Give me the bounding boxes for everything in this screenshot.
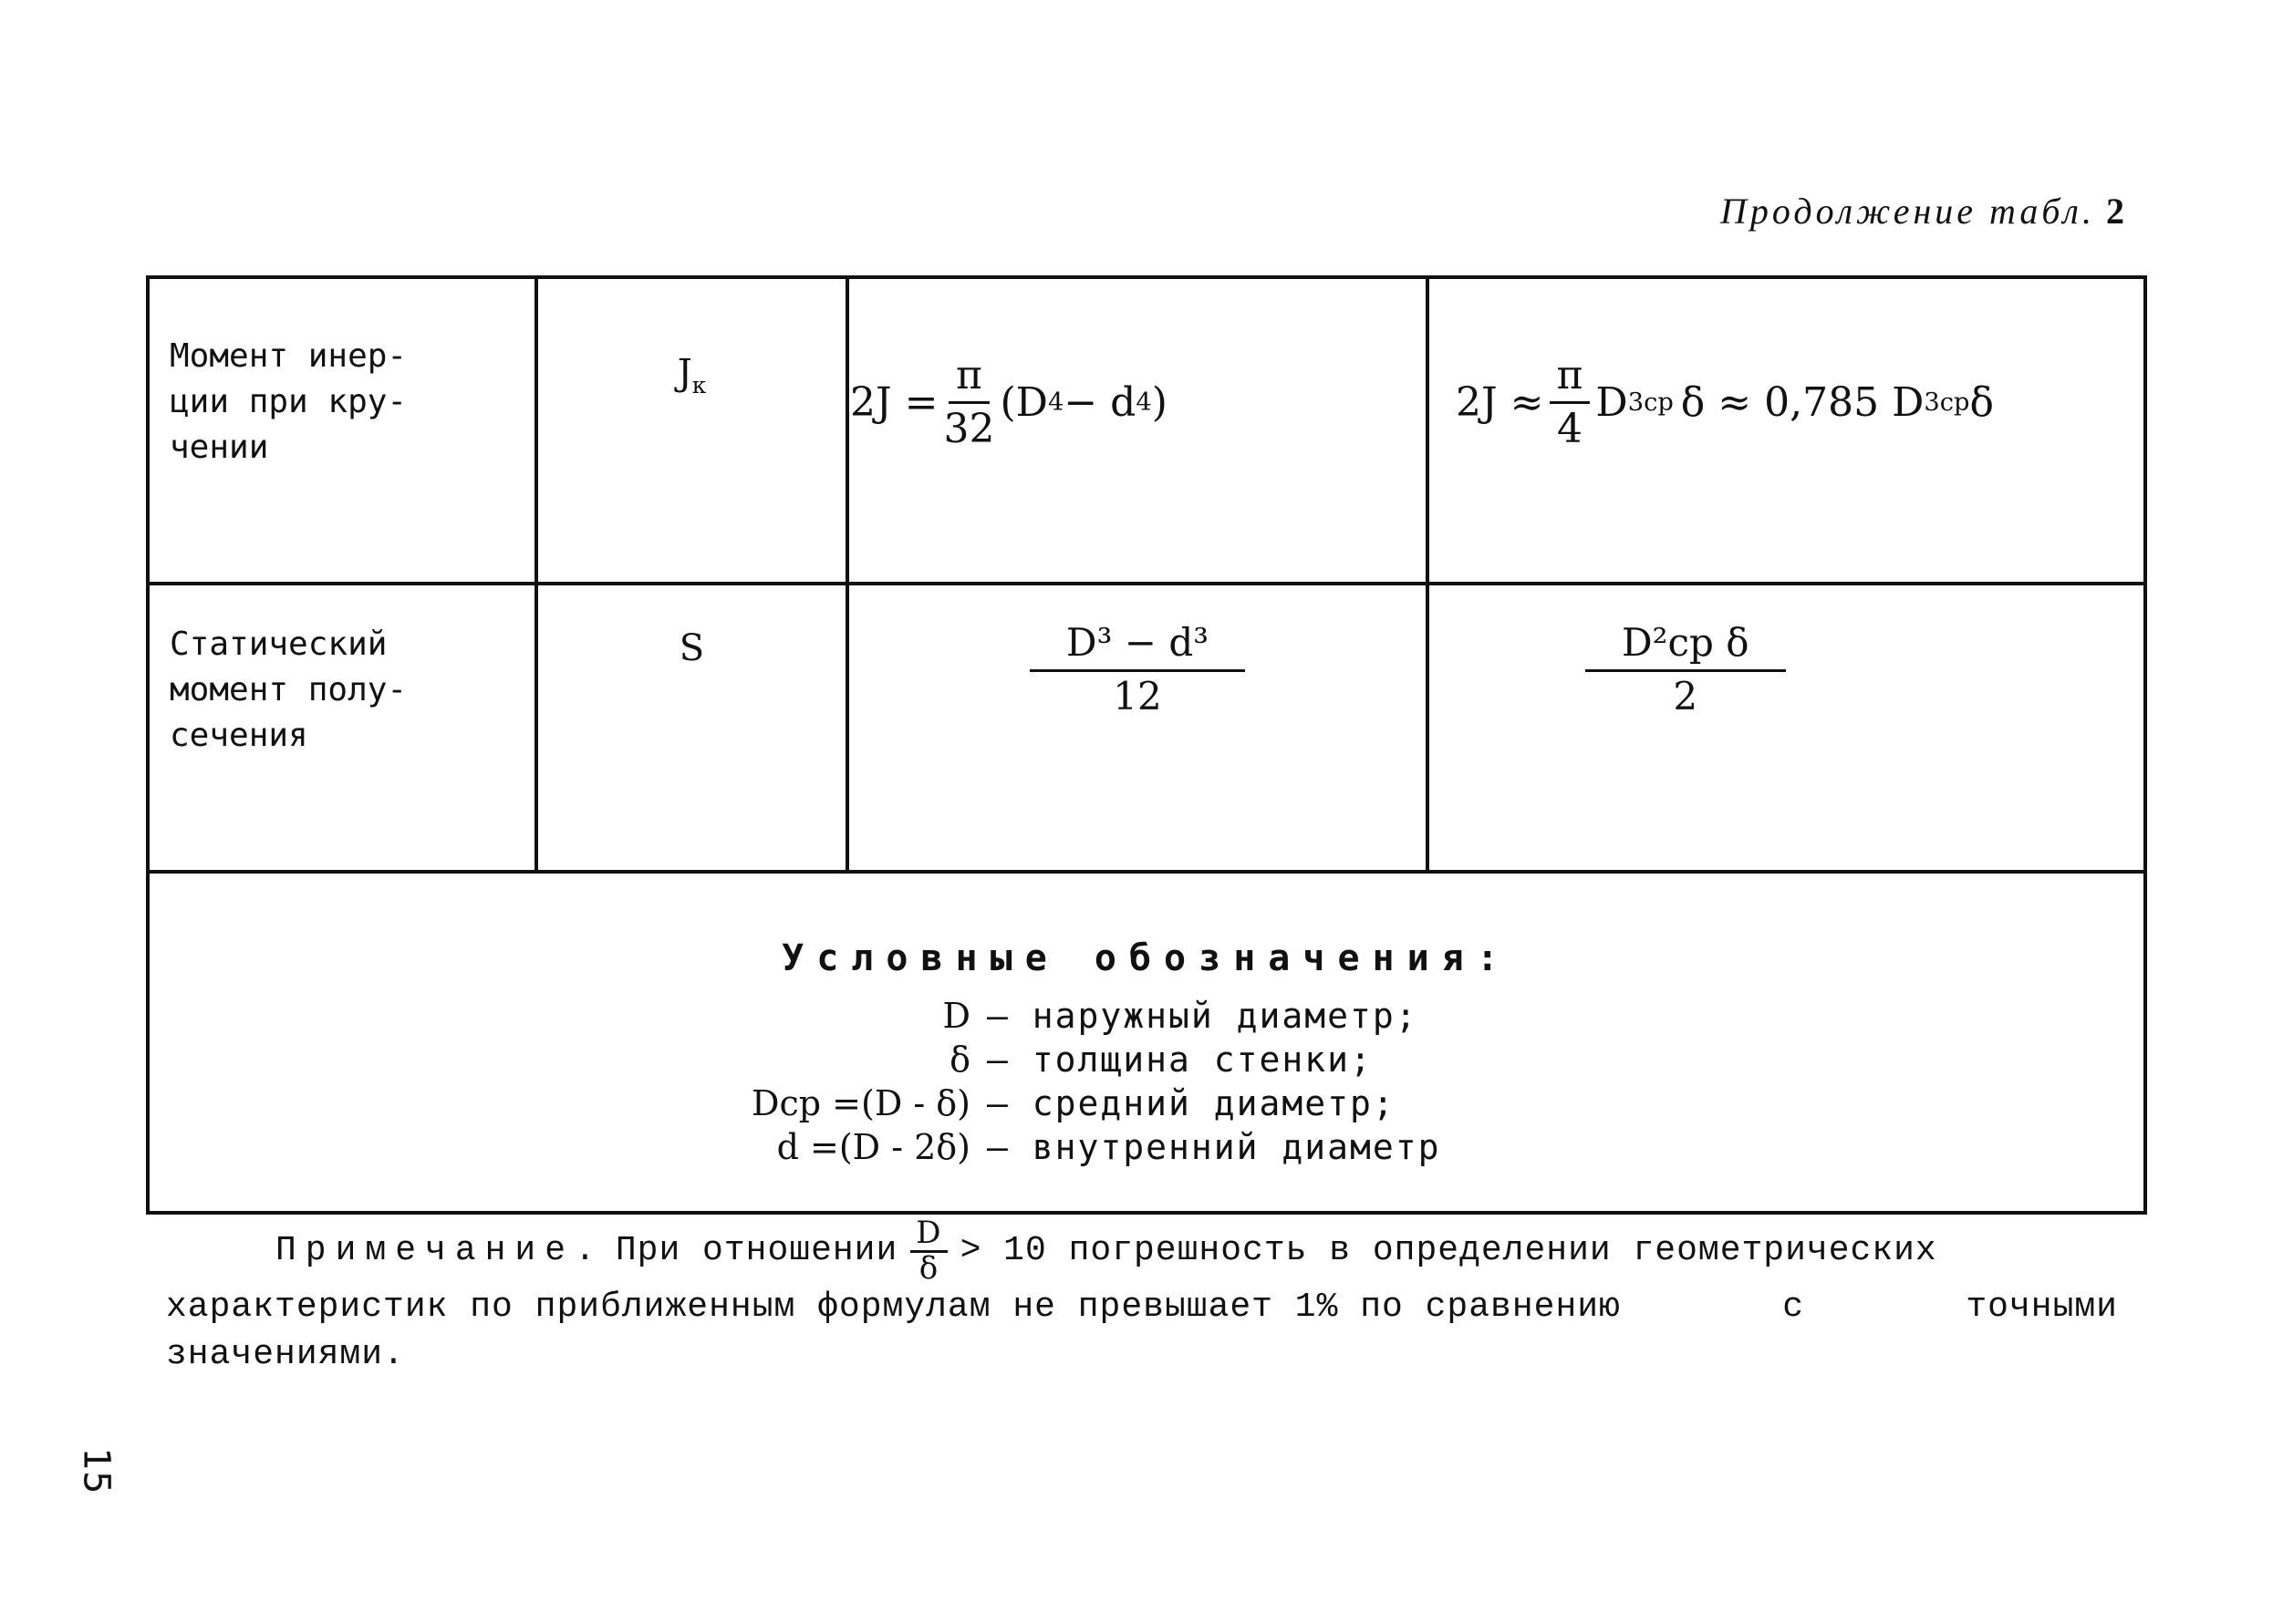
list-item: δ – толщина стенки; — [950, 1040, 1373, 1080]
footnote: Примечание. При отношении D δ > 10 погрешность в определении геометрических характеристик по приближенным формулам не превышает 1% по сравнению с точными значениями. — [166, 1215, 2118, 1374]
legend-row — [148, 872, 2145, 1213]
table-continuation-label: Продолжение табл. 2 — [1719, 191, 2128, 232]
formula-table — [146, 275, 2147, 1215]
table-row — [148, 584, 2145, 872]
table-row — [148, 277, 2145, 584]
list-item: D – наружный диаметр; — [942, 996, 1418, 1036]
approximate-formula: 2J ≈ $\frac{\pi}{4}$ D 3 cp δ ≈ 0,785 D 3 cp δ — [1427, 277, 2145, 584]
legend-title: Условные обозначения: — [782, 937, 1511, 979]
exact-formula: $\frac{\text{D³ − d³}}{12}$ — [847, 584, 1427, 872]
list-item: Dcp =(D - δ) – средний диаметр; — [752, 1083, 1396, 1123]
approximate-formula: $\frac{\text{D²cp δ}}{2}$ — [1427, 584, 2145, 872]
quantity-name: Статический момент полу- сечения — [148, 584, 536, 872]
ratio-fraction: D δ — [910, 1217, 947, 1284]
exact-formula: 2J = $\frac{\pi}{32}$ (D 4 − d 4 ) — [847, 277, 1427, 584]
quantity-symbol: S — [536, 584, 847, 872]
legend-list — [733, 994, 1441, 1169]
legend-cell — [148, 872, 2145, 1213]
list-item: d =(D - 2δ) – внутренний диаметр — [776, 1127, 1441, 1167]
page-number: 15 — [75, 1447, 118, 1495]
quantity-symbol: $J_к$ — [536, 277, 847, 584]
quantity-name: Момент инер- ции при кру- чении — [148, 277, 536, 584]
